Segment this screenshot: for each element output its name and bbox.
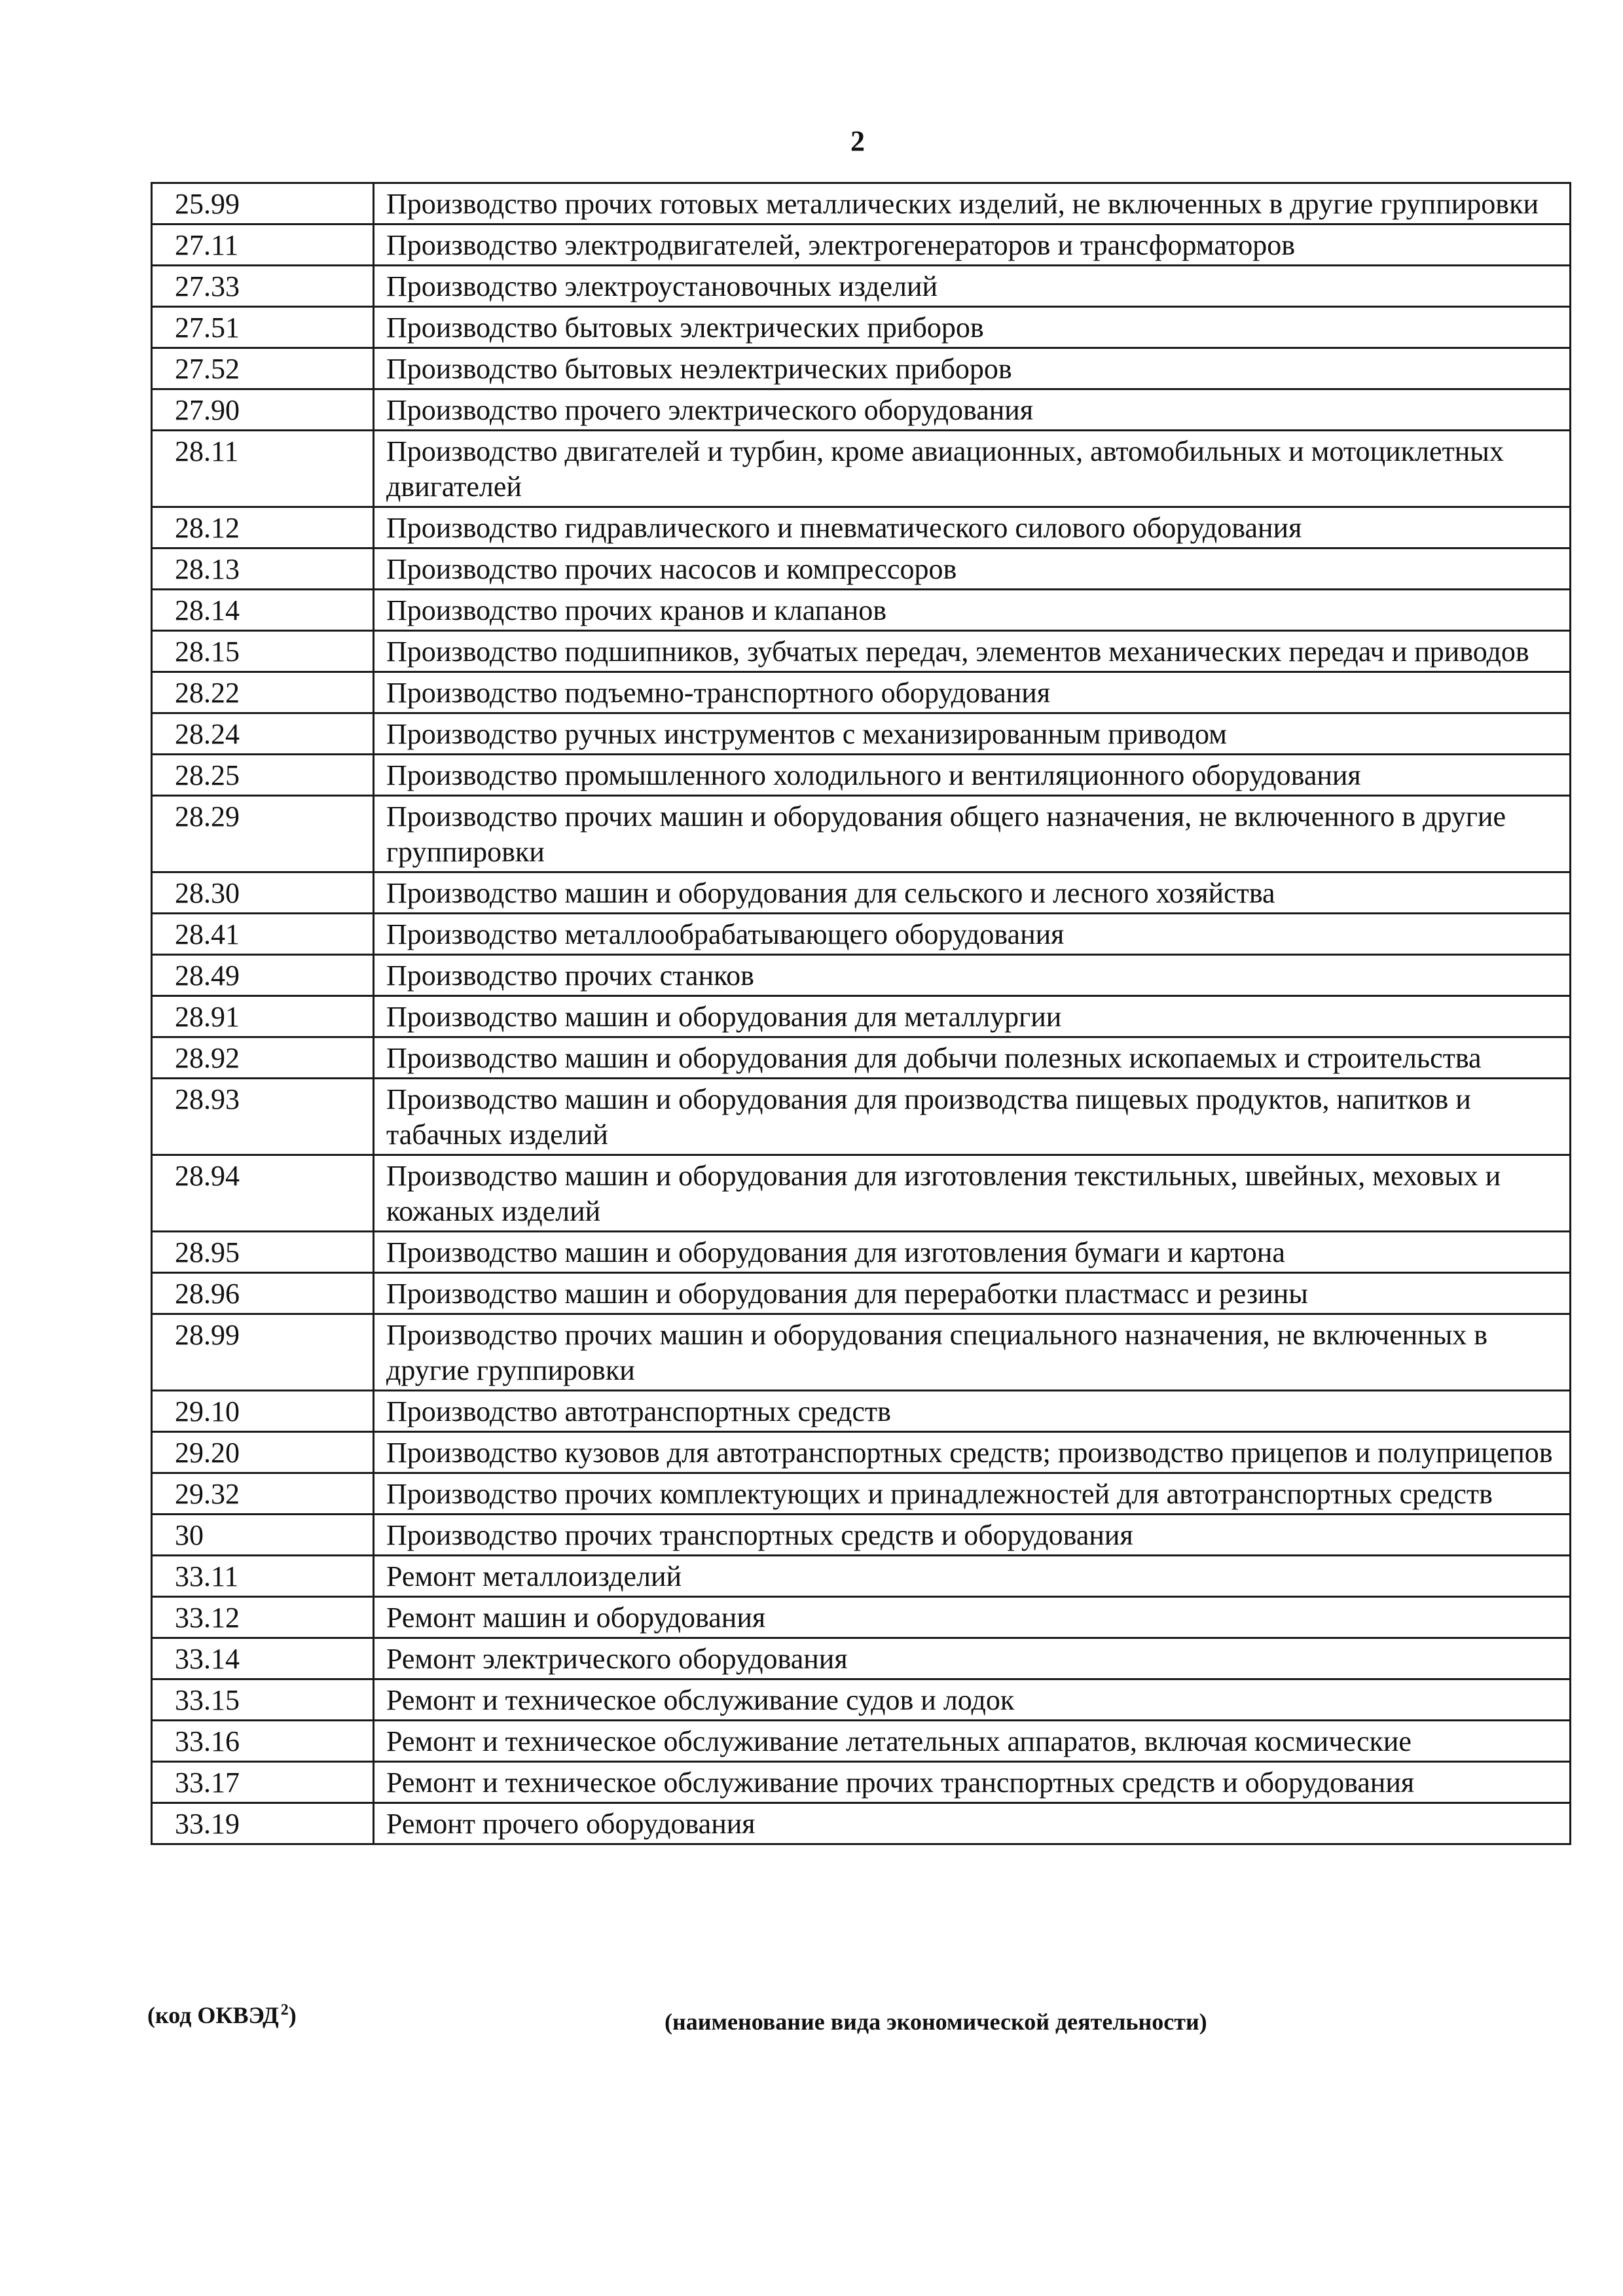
table-row <box>152 796 1571 872</box>
activity-name-cell: Производство подшипников, зубчатых передач, элементов механических передач и приводов <box>374 631 1571 672</box>
activity-name-cell: Производство машин и оборудования для изготовления текстильных, швейных, меховых и кожаных изделий <box>374 1155 1571 1232</box>
table-row <box>152 183 1571 224</box>
okved-code-cell: 28.91 <box>152 996 374 1037</box>
table-row <box>152 996 1571 1037</box>
okved-code-cell: 28.12 <box>152 507 374 548</box>
code-column-caption <box>147 2001 297 2029</box>
okved-code-cell: 28.99 <box>152 1314 374 1391</box>
okved-table-body <box>152 183 1571 1844</box>
table-row <box>152 755 1571 796</box>
okved-code-cell: 29.20 <box>152 1432 374 1473</box>
activity-name-cell: Производство металлообрабатывающего оборудования <box>374 914 1571 955</box>
okved-code-cell: 33.11 <box>152 1556 374 1597</box>
table-row <box>152 1155 1571 1232</box>
okved-code-cell: 33.15 <box>152 1679 374 1721</box>
table-row <box>152 1273 1571 1314</box>
activity-name-cell: Производство прочих насосов и компрессоров <box>374 548 1571 590</box>
activity-name-cell: Производство машин и оборудования для сельского и лесного хозяйства <box>374 872 1571 914</box>
okved-table <box>151 182 1571 1845</box>
table-row <box>152 1473 1571 1515</box>
activity-name-cell: Производство машин и оборудования для производства пищевых продуктов, напитков и табачных изделий <box>374 1079 1571 1155</box>
code-caption-close: ) <box>288 2002 297 2028</box>
okved-code-cell: 27.51 <box>152 307 374 348</box>
activity-name-cell: Производство бытовых электрических приборов <box>374 307 1571 348</box>
table-row <box>152 1037 1571 1079</box>
activity-name-cell: Производство машин и оборудования для переработки пластмасс и резины <box>374 1273 1571 1314</box>
table-row <box>152 672 1571 713</box>
activity-name-cell: Производство машин и оборудования для изготовления бумаги и картона <box>374 1232 1571 1273</box>
activity-name-cell: Производство бытовых неэлектрических приборов <box>374 348 1571 389</box>
okved-code-cell: 28.22 <box>152 672 374 713</box>
table-row <box>152 389 1571 431</box>
table-row <box>152 548 1571 590</box>
okved-code-cell: 30 <box>152 1515 374 1556</box>
okved-code-cell: 28.49 <box>152 955 374 996</box>
table-row <box>152 1762 1571 1803</box>
okved-code-cell: 28.11 <box>152 431 374 507</box>
table-row <box>152 1556 1571 1597</box>
activity-name-cell: Производство прочих транспортных средств и оборудования <box>374 1515 1571 1556</box>
okved-code-cell: 28.96 <box>152 1273 374 1314</box>
okved-code-cell: 28.29 <box>152 796 374 872</box>
activity-name-cell: Производство электродвигателей, электрогенераторов и трансформаторов <box>374 224 1571 266</box>
okved-code-cell: 33.16 <box>152 1721 374 1762</box>
activity-name-cell: Ремонт прочего оборудования <box>374 1803 1571 1844</box>
table-row <box>152 631 1571 672</box>
activity-name-cell: Ремонт электрического оборудования <box>374 1638 1571 1679</box>
table-row <box>152 224 1571 266</box>
table-row <box>152 1232 1571 1273</box>
activity-name-cell: Ремонт и техническое обслуживание прочих транспортных средств и оборудования <box>374 1762 1571 1803</box>
activity-name-cell: Производство гидравлического и пневматического силового оборудования <box>374 507 1571 548</box>
activity-name-cell: Производство электроустановочных изделий <box>374 266 1571 307</box>
okved-code-cell: 25.99 <box>152 183 374 224</box>
okved-code-cell: 28.25 <box>152 755 374 796</box>
okved-code-cell: 28.24 <box>152 713 374 755</box>
okved-code-cell: 28.41 <box>152 914 374 955</box>
name-column-caption: (наименование вида экономической деятельности) <box>665 2009 1207 2035</box>
okved-code-cell: 33.14 <box>152 1638 374 1679</box>
activity-name-cell: Производство прочих машин и оборудования общего назначения, не включенного в другие группировки <box>374 796 1571 872</box>
okved-code-cell: 27.90 <box>152 389 374 431</box>
activity-name-cell: Производство прочих кранов и клапанов <box>374 590 1571 631</box>
okved-code-cell: 28.94 <box>152 1155 374 1232</box>
okved-code-cell: 29.32 <box>152 1473 374 1515</box>
activity-name-cell: Производство прочих комплектующих и принадлежностей для автотранспортных средств <box>374 1473 1571 1515</box>
activity-name-cell: Производство ручных инструментов с механизированным приводом <box>374 713 1571 755</box>
activity-name-cell: Производство двигателей и турбин, кроме авиационных, автомобильных и мотоциклетных двигателей <box>374 431 1571 507</box>
okved-code-cell: 28.15 <box>152 631 374 672</box>
okved-code-cell: 27.11 <box>152 224 374 266</box>
okved-code-cell: 33.12 <box>152 1597 374 1638</box>
table-row <box>152 431 1571 507</box>
table-row <box>152 507 1571 548</box>
okved-code-cell: 28.95 <box>152 1232 374 1273</box>
activity-name-cell: Производство кузовов для автотранспортных средств; производство прицепов и полуприцепов <box>374 1432 1571 1473</box>
table-row <box>152 1803 1571 1844</box>
activity-name-cell: Производство машин и оборудования для добычи полезных ископаемых и строительства <box>374 1037 1571 1079</box>
table-row <box>152 348 1571 389</box>
activity-name-cell: Производство подъемно-транспортного оборудования <box>374 672 1571 713</box>
okved-code-cell: 27.33 <box>152 266 374 307</box>
okved-code-cell: 33.19 <box>152 1803 374 1844</box>
table-row <box>152 1391 1571 1432</box>
table-row <box>152 1597 1571 1638</box>
code-caption-text: (код ОКВЭД <box>147 2002 279 2028</box>
table-row <box>152 713 1571 755</box>
table-row <box>152 1079 1571 1155</box>
okved-code-cell: 28.13 <box>152 548 374 590</box>
table-row <box>152 1721 1571 1762</box>
okved-code-cell: 28.92 <box>152 1037 374 1079</box>
activity-name-cell: Производство прочих станков <box>374 955 1571 996</box>
activity-name-cell: Ремонт металлоизделий <box>374 1556 1571 1597</box>
okved-code-cell: 28.14 <box>152 590 374 631</box>
activity-name-cell: Производство прочих машин и оборудования специального назначения, не включенных в другие группировки <box>374 1314 1571 1391</box>
activity-name-cell: Производство промышленного холодильного и вентиляционного оборудования <box>374 755 1571 796</box>
table-row <box>152 1432 1571 1473</box>
table-row <box>152 955 1571 996</box>
table-row <box>152 872 1571 914</box>
okved-code-cell: 27.52 <box>152 348 374 389</box>
table-row <box>152 590 1571 631</box>
activity-name-cell: Ремонт и техническое обслуживание летательных аппаратов, включая космические <box>374 1721 1571 1762</box>
activity-name-cell: Производство машин и оборудования для металлургии <box>374 996 1571 1037</box>
okved-code-cell: 28.30 <box>152 872 374 914</box>
table-row <box>152 307 1571 348</box>
activity-name-cell: Ремонт и техническое обслуживание судов и лодок <box>374 1679 1571 1721</box>
table-row <box>152 1638 1571 1679</box>
page-number: 2 <box>850 125 865 157</box>
okved-code-cell: 28.93 <box>152 1079 374 1155</box>
footnote-marker: 2 <box>280 2001 289 2018</box>
table-row <box>152 266 1571 307</box>
activity-name-cell: Ремонт машин и оборудования <box>374 1597 1571 1638</box>
okved-code-cell: 29.10 <box>152 1391 374 1432</box>
activity-name-cell: Производство автотранспортных средств <box>374 1391 1571 1432</box>
okved-code-cell: 33.17 <box>152 1762 374 1803</box>
activity-name-cell: Производство прочих готовых металлических изделий, не включенных в другие группировки <box>374 183 1571 224</box>
activity-name-cell: Производство прочего электрического оборудования <box>374 389 1571 431</box>
table-row <box>152 1314 1571 1391</box>
table-row <box>152 914 1571 955</box>
table-row <box>152 1679 1571 1721</box>
table-row <box>152 1515 1571 1556</box>
